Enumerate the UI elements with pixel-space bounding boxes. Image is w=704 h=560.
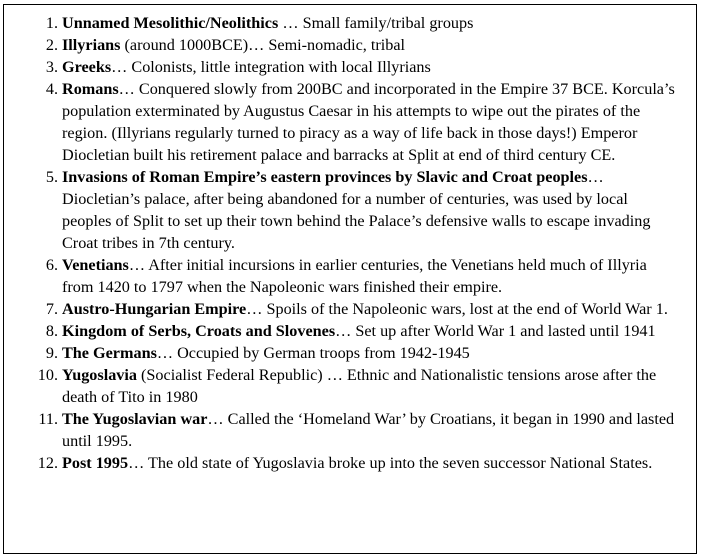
list-item bbox=[4, 342, 698, 364]
item-number: 5. bbox=[45, 168, 58, 186]
item-number: 11. bbox=[38, 410, 58, 428]
item-term: Venetians bbox=[62, 256, 129, 274]
item-term: Romans bbox=[62, 80, 119, 98]
item-term: Illyrians bbox=[62, 36, 121, 54]
item-text: (around 1000BCE)… Semi-nomadic, tribal bbox=[120, 36, 406, 54]
item-term: Post 1995 bbox=[62, 454, 129, 472]
list-item bbox=[4, 320, 698, 342]
item-number: 3. bbox=[45, 58, 58, 76]
list-item bbox=[4, 78, 698, 166]
item-number: 8. bbox=[45, 322, 58, 340]
item-number: 9. bbox=[45, 344, 58, 362]
list-item bbox=[4, 166, 698, 254]
item-term: Yugoslavia bbox=[62, 366, 137, 384]
item-term: Invasions of Roman Empire’s eastern provinces by Slavic and Croat peoples bbox=[62, 168, 588, 186]
item-term: Unnamed Mesolithic/Neolithics bbox=[62, 14, 279, 32]
item-term: The Germans bbox=[62, 344, 157, 362]
item-text: … Occupied by German troops from 1942-1945 bbox=[156, 344, 470, 362]
item-number: 6. bbox=[45, 256, 58, 274]
item-number: 10. bbox=[37, 366, 58, 384]
list-item bbox=[4, 34, 698, 56]
item-text: … After initial incursions in earlier centuries, the Venetians held much of Illyria from 1420 to 1797 when the Napoleonic wars finished their empire. bbox=[62, 256, 647, 296]
item-number: 1. bbox=[45, 14, 58, 32]
item-term: Greeks bbox=[62, 58, 112, 76]
item-number: 12. bbox=[37, 454, 58, 472]
list-item bbox=[4, 364, 698, 408]
item-text: (Socialist Federal Republic) … Ethnic and Nationalistic tensions arose after the death of Tito in 1980 bbox=[62, 366, 657, 406]
item-text: … Conquered slowly from 200BC and incorporated in the Empire 37 BCE. Korcula’s population exterminated by Augustus Caesar in his attempts to wipe out the pirates of the region. (Illyrians regularly turned to piracy as a way of life back in those days!) Emperor Diocletian built his retirement palace and barracks at Split at end of third century CE. bbox=[62, 80, 675, 164]
list-item bbox=[4, 408, 698, 452]
item-text: … Spoils of the Napoleonic wars, lost at the end of World War 1. bbox=[246, 300, 668, 318]
list-item bbox=[4, 56, 698, 78]
item-number: 2. bbox=[45, 36, 58, 54]
item-term: Kingdom of Serbs, Croats and Slovenes bbox=[62, 322, 336, 340]
history-list bbox=[4, 12, 698, 474]
list-item bbox=[4, 254, 698, 298]
item-text: … Colonists, little integration with local Illyrians bbox=[111, 58, 431, 76]
item-term: The Yugoslavian war bbox=[62, 410, 208, 428]
item-text: … Diocletian’s palace, after being abandoned for a number of centuries, was used by local peoples of Split to set up their town behind the Palace’s defensive walls to escape invading Croat tribes in 7th century. bbox=[62, 168, 651, 252]
item-number: 4. bbox=[45, 80, 58, 98]
item-text: … Small family/tribal groups bbox=[278, 14, 474, 32]
text-box bbox=[3, 4, 697, 554]
item-text: … Called the ‘Homeland War’ by Croatians, it began in 1990 and lasted until 1995. bbox=[62, 410, 675, 450]
item-term: Austro-Hungarian Empire bbox=[62, 300, 247, 318]
list-item bbox=[4, 12, 698, 34]
item-number: 7. bbox=[45, 300, 58, 318]
list-item bbox=[4, 298, 698, 320]
item-text: … Set up after World War 1 and lasted until 1941 bbox=[335, 322, 656, 340]
list-item bbox=[4, 452, 698, 474]
item-text: … The old state of Yugoslavia broke up into the seven successor National States. bbox=[128, 454, 653, 472]
